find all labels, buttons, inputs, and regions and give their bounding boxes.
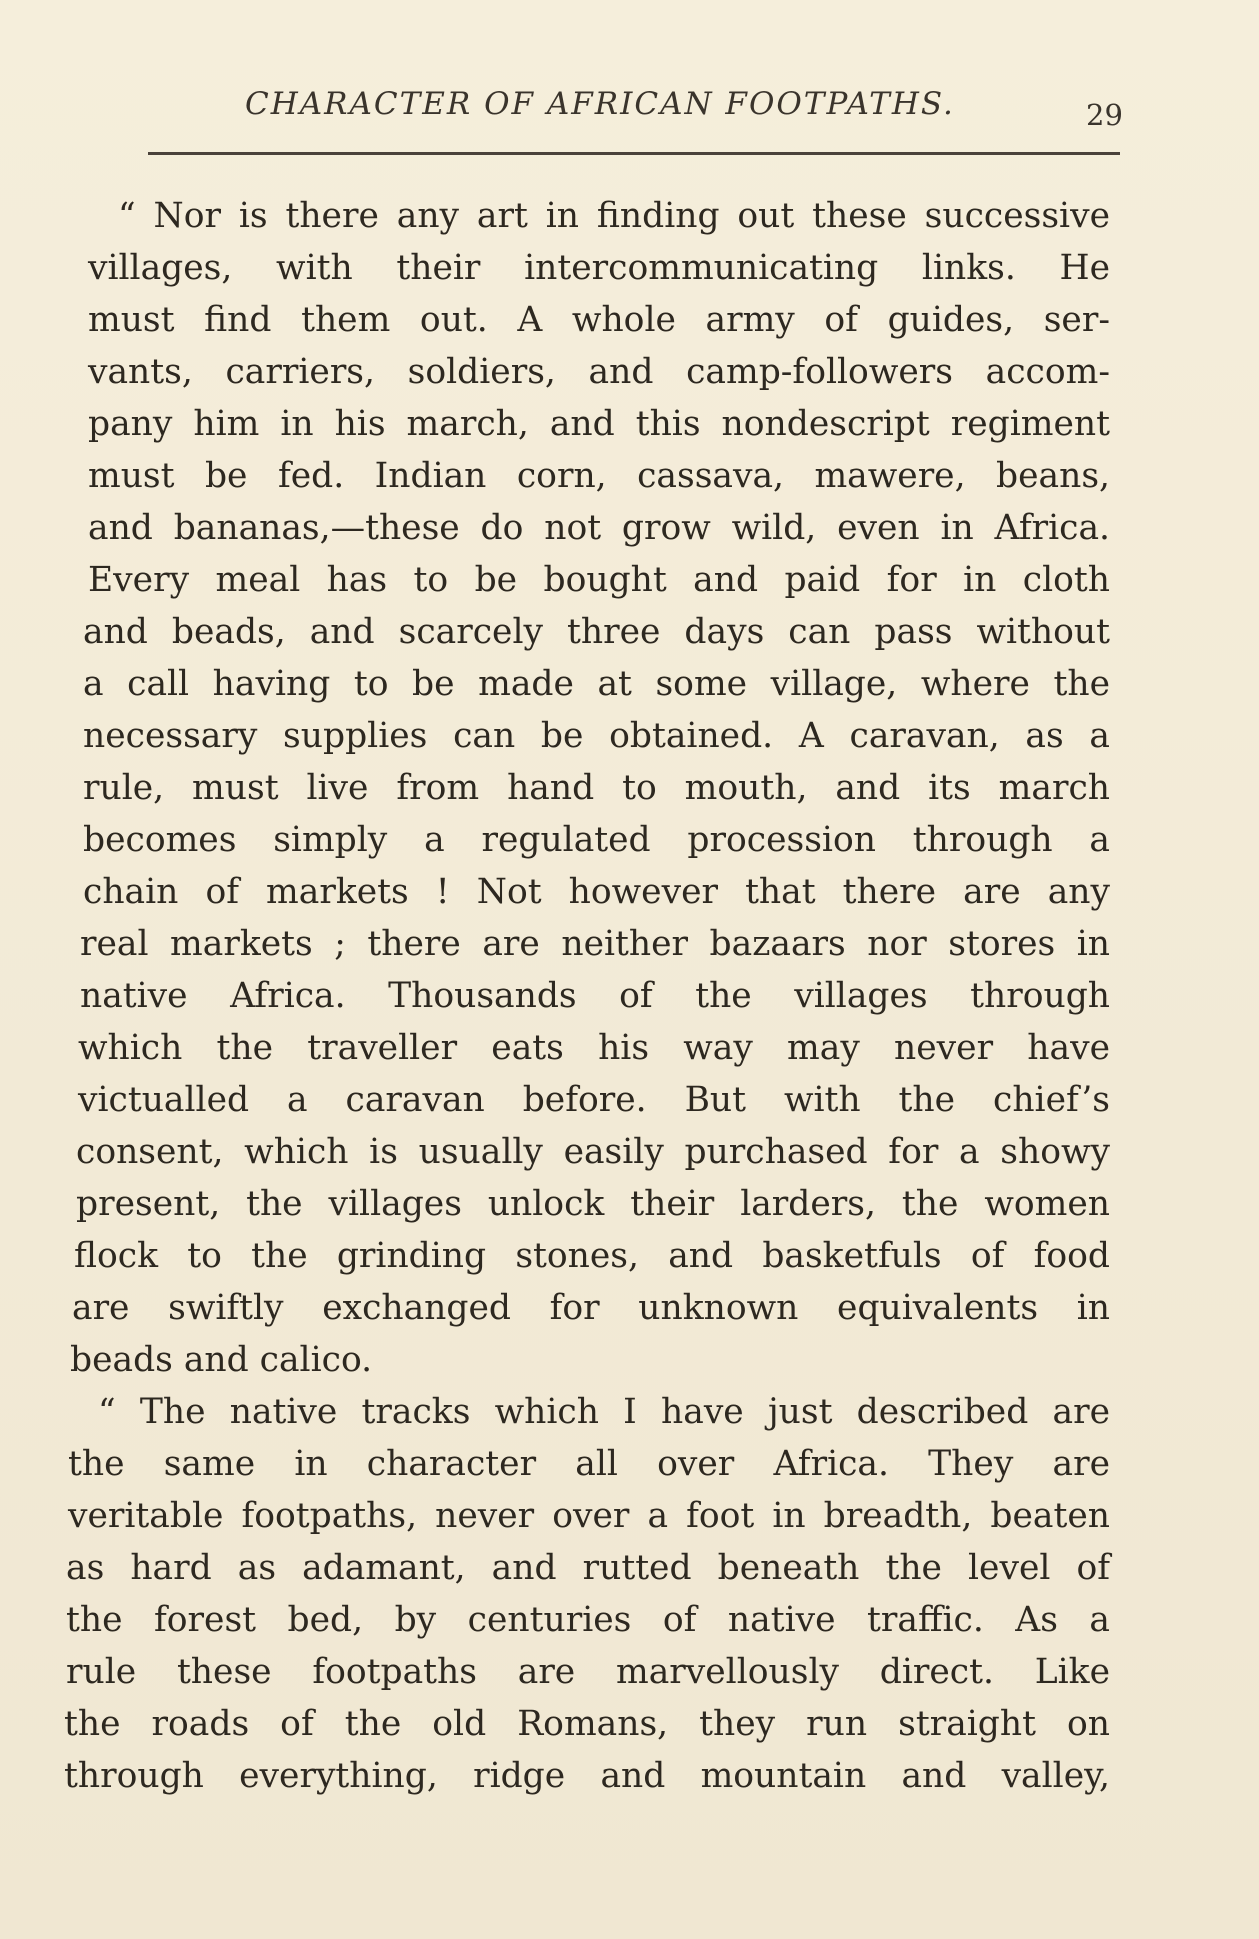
text-line: necessary supplies can be obtained. A caravan, as a: [83, 716, 1110, 756]
text-line: through everything, ridge and mountain and valley,: [64, 1756, 1110, 1796]
text-line: vants, carriers, soldiers, and camp-followers accom-: [88, 352, 1110, 392]
text-line: as hard as adamant, and rutted beneath the level of: [66, 1548, 1110, 1588]
text-line: native Africa. Thousands of the villages through: [80, 976, 1110, 1016]
text-line: Every meal has to be bought and paid for in cloth: [88, 560, 1110, 600]
text-line: becomes simply a regulated procession through a: [83, 820, 1110, 860]
text-line: beads and calico.: [70, 1340, 373, 1380]
text-line: “ Nor is there any art in finding out these successive: [118, 196, 1110, 236]
text-line: flock to the grinding stones, and basketfuls of food: [74, 1236, 1110, 1276]
text-line: the forest bed, by centuries of native traffic. As a: [66, 1600, 1110, 1640]
text-line: veritable footpaths, never over a foot in breadth, beaten: [68, 1496, 1110, 1536]
text-line: are swiftly exchanged for unknown equivalents in: [72, 1288, 1110, 1328]
page-number: 29: [1086, 98, 1123, 132]
running-title: CHARACTER OF AFRICAN FOOTPATHS.: [245, 86, 955, 122]
text-line: present, the villages unlock their larders, the women: [76, 1184, 1110, 1224]
text-line: the same in character all over Africa. They are: [68, 1444, 1110, 1484]
paragraph-2: [64, 1386, 1110, 1802]
text-line: pany him in his march, and this nondescript regiment: [88, 404, 1110, 444]
text-line: a call having to be made at some village, where the: [83, 664, 1110, 704]
body-text: [64, 190, 1110, 1802]
text-line: consent, which is usually easily purchased for a showy: [76, 1132, 1110, 1172]
text-line: “ The native tracks which I have just described are: [98, 1392, 1110, 1432]
text-line: rule these footpaths are marvellously direct. Like: [66, 1652, 1110, 1692]
text-line: chain of markets ! Not however that there are any: [83, 872, 1110, 912]
paragraph-1: [70, 190, 1110, 1386]
text-line: victualled a caravan before. But with the chief’s: [78, 1080, 1110, 1120]
text-line: must be fed. Indian corn, cassava, mawere, beans,: [88, 456, 1110, 496]
text-line: and bananas,—these do not grow wild, even in Africa.: [88, 508, 1110, 548]
text-line: which the traveller eats his way may never have: [78, 1028, 1110, 1068]
text-line: the roads of the old Romans, they run straight on: [64, 1704, 1110, 1744]
text-line: villages, with their intercommunicating links. He: [88, 248, 1110, 288]
text-line: real markets ; there are neither bazaars nor stores in: [80, 924, 1110, 964]
header-rule: [148, 152, 1120, 155]
text-line: rule, must live from hand to mouth, and its march: [83, 768, 1110, 808]
text-line: must find them out. A whole army of guides, ser-: [88, 300, 1110, 340]
text-line: and beads, and scarcely three days can pass without: [83, 612, 1110, 652]
